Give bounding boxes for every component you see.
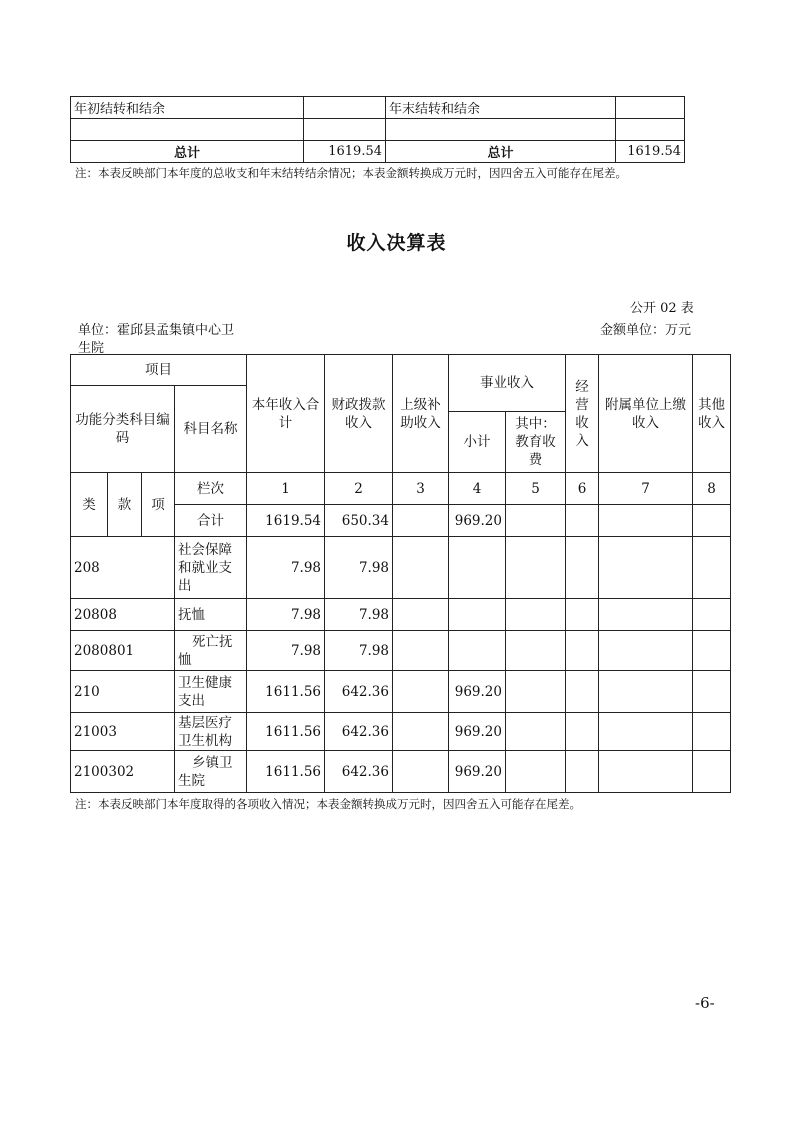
table-cell (393, 599, 449, 631)
col-num: 1 (247, 473, 325, 505)
table-cell: 969.20 (449, 751, 506, 793)
func-code-cell: 208 (71, 537, 175, 599)
table-row (71, 631, 731, 671)
table-cell: 7.98 (325, 631, 393, 671)
header-subtotal: 小计 (449, 412, 506, 473)
func-code-cell: 2080801 (71, 631, 175, 671)
table-cell (599, 505, 693, 537)
table-cell: 7.98 (247, 537, 325, 599)
table-cell (386, 119, 616, 141)
table-cell: 7.98 (325, 537, 393, 599)
table-cell (693, 505, 731, 537)
table-cell (693, 599, 731, 631)
summary-table (70, 96, 685, 163)
table-cell (693, 537, 731, 599)
table-cell (566, 713, 599, 751)
table-cell: 1611.56 (247, 751, 325, 793)
page-title: 收入决算表 (346, 232, 447, 254)
table-cell: 1611.56 (247, 713, 325, 751)
header-kuan: 款 (108, 473, 142, 537)
header-fiscal: 财政拨款收入 (325, 355, 393, 473)
table-cell (599, 713, 693, 751)
table-cell (393, 751, 449, 793)
table-row (71, 751, 731, 793)
table-row (71, 713, 731, 751)
table-row (71, 97, 685, 119)
table-cell (566, 505, 599, 537)
table-row (71, 141, 685, 163)
header-total-income: 本年收入合计 (247, 355, 325, 473)
table-cell (449, 631, 506, 671)
table-cell (304, 97, 386, 119)
income-table (70, 354, 731, 793)
table-cell (506, 713, 566, 751)
table-cell (693, 631, 731, 671)
table-cell (599, 671, 693, 713)
header-row (71, 355, 731, 386)
unit-label: 单位：霍邱县孟集镇中心卫 (78, 323, 235, 338)
table-cell (616, 119, 685, 141)
func-code-cell: 20808 (71, 599, 175, 631)
table-cell: 年初结转和结余 (71, 97, 304, 119)
subject-name-cell: 社会保障和就业支出 (175, 537, 247, 599)
table-cell (304, 119, 386, 141)
total-label: 总计 (71, 141, 304, 163)
table-cell: 969.20 (449, 505, 506, 537)
table-cell: 642.36 (325, 671, 393, 713)
table-cell (599, 599, 693, 631)
subject-name-cell: 乡镇卫生院 (175, 751, 247, 793)
table-row (71, 599, 731, 631)
header-edu: 其中：教育收费 (506, 412, 566, 473)
col-num: 2 (325, 473, 393, 505)
header-other: 其他收入 (693, 355, 731, 473)
col-num: 5 (506, 473, 566, 505)
header-xiang: 项 (142, 473, 175, 537)
table-cell (693, 751, 731, 793)
total-label: 总计 (386, 141, 616, 163)
table-cell (616, 97, 685, 119)
top-note: 注：本表反映部门本年度的总收支和年末结转结余情况；本表金额转换成万元时，因四舍五入可能存在尾差。 (75, 166, 627, 180)
total-value: 1619.54 (616, 141, 685, 163)
table-cell (599, 631, 693, 671)
header-func-code: 功能分类科目编码 (71, 386, 175, 473)
table-cell: 年末结转和结余 (386, 97, 616, 119)
header-lanci: 栏次 (175, 473, 247, 505)
table-cell (506, 631, 566, 671)
table-cell (506, 505, 566, 537)
table-cell (599, 537, 693, 599)
subject-name-cell: 死亡抚恤 (175, 631, 247, 671)
table-cell: 642.36 (325, 751, 393, 793)
table-cell: 7.98 (325, 599, 393, 631)
header-operating: 经营收入 (566, 355, 599, 473)
table-cell (393, 671, 449, 713)
table-cell (599, 751, 693, 793)
header-subject-name: 科目名称 (175, 386, 247, 473)
func-code-cell: 21003 (71, 713, 175, 751)
table-cell: 650.34 (325, 505, 393, 537)
table-cell (449, 537, 506, 599)
table-cell: 969.20 (449, 713, 506, 751)
table-cell (566, 599, 599, 631)
table-cell: 642.36 (325, 713, 393, 751)
table-cell (449, 599, 506, 631)
table-cell (393, 631, 449, 671)
table-cell: 1611.56 (247, 671, 325, 713)
table-cell (393, 537, 449, 599)
table-cell (393, 713, 449, 751)
table-cell: 1619.54 (247, 505, 325, 537)
table-cell (566, 751, 599, 793)
table-cell (506, 751, 566, 793)
table-cell (693, 713, 731, 751)
subject-name-cell: 基层医疗卫生机构 (175, 713, 247, 751)
col-num: 3 (393, 473, 449, 505)
subject-name-cell: 卫生健康支出 (175, 671, 247, 713)
header-superior: 上级补助收入 (393, 355, 449, 473)
bottom-note: 注：本表反映部门本年度取得的各项收入情况；本表金额转换成万元时，因四舍五入可能存在尾差。 (75, 797, 581, 811)
subject-name-cell: 抚恤 (175, 599, 247, 631)
table-cell (566, 631, 599, 671)
table-cell (566, 537, 599, 599)
unit-label-continued: 生院 (78, 341, 105, 356)
func-code-cell: 210 (71, 671, 175, 713)
table-cell: 969.20 (449, 671, 506, 713)
col-num: 8 (693, 473, 731, 505)
header-lei: 类 (71, 473, 108, 537)
col-num: 6 (566, 473, 599, 505)
total-label: 合计 (175, 505, 247, 537)
table-cell: 7.98 (247, 631, 325, 671)
header-item: 项目 (71, 355, 247, 386)
page-number: -6- (695, 994, 715, 1012)
table-cell (506, 537, 566, 599)
table-row (71, 671, 731, 713)
table-cell (506, 599, 566, 631)
table-cell (566, 671, 599, 713)
header-business: 事业收入 (449, 355, 566, 412)
table-cell (393, 505, 449, 537)
header-affiliated: 附属单位上缴收入 (599, 355, 693, 473)
col-num: 7 (599, 473, 693, 505)
table-row (71, 119, 685, 141)
currency-unit: 金额单位：万元 (600, 323, 692, 338)
table-cell (71, 119, 304, 141)
table-cell (506, 671, 566, 713)
column-number-row (71, 473, 731, 505)
col-num: 4 (449, 473, 506, 505)
table-code: 公开 02 表 (630, 301, 694, 316)
table-cell (693, 671, 731, 713)
total-value: 1619.54 (304, 141, 386, 163)
table-row (71, 537, 731, 599)
func-code-cell: 2100302 (71, 751, 175, 793)
table-cell: 7.98 (247, 599, 325, 631)
